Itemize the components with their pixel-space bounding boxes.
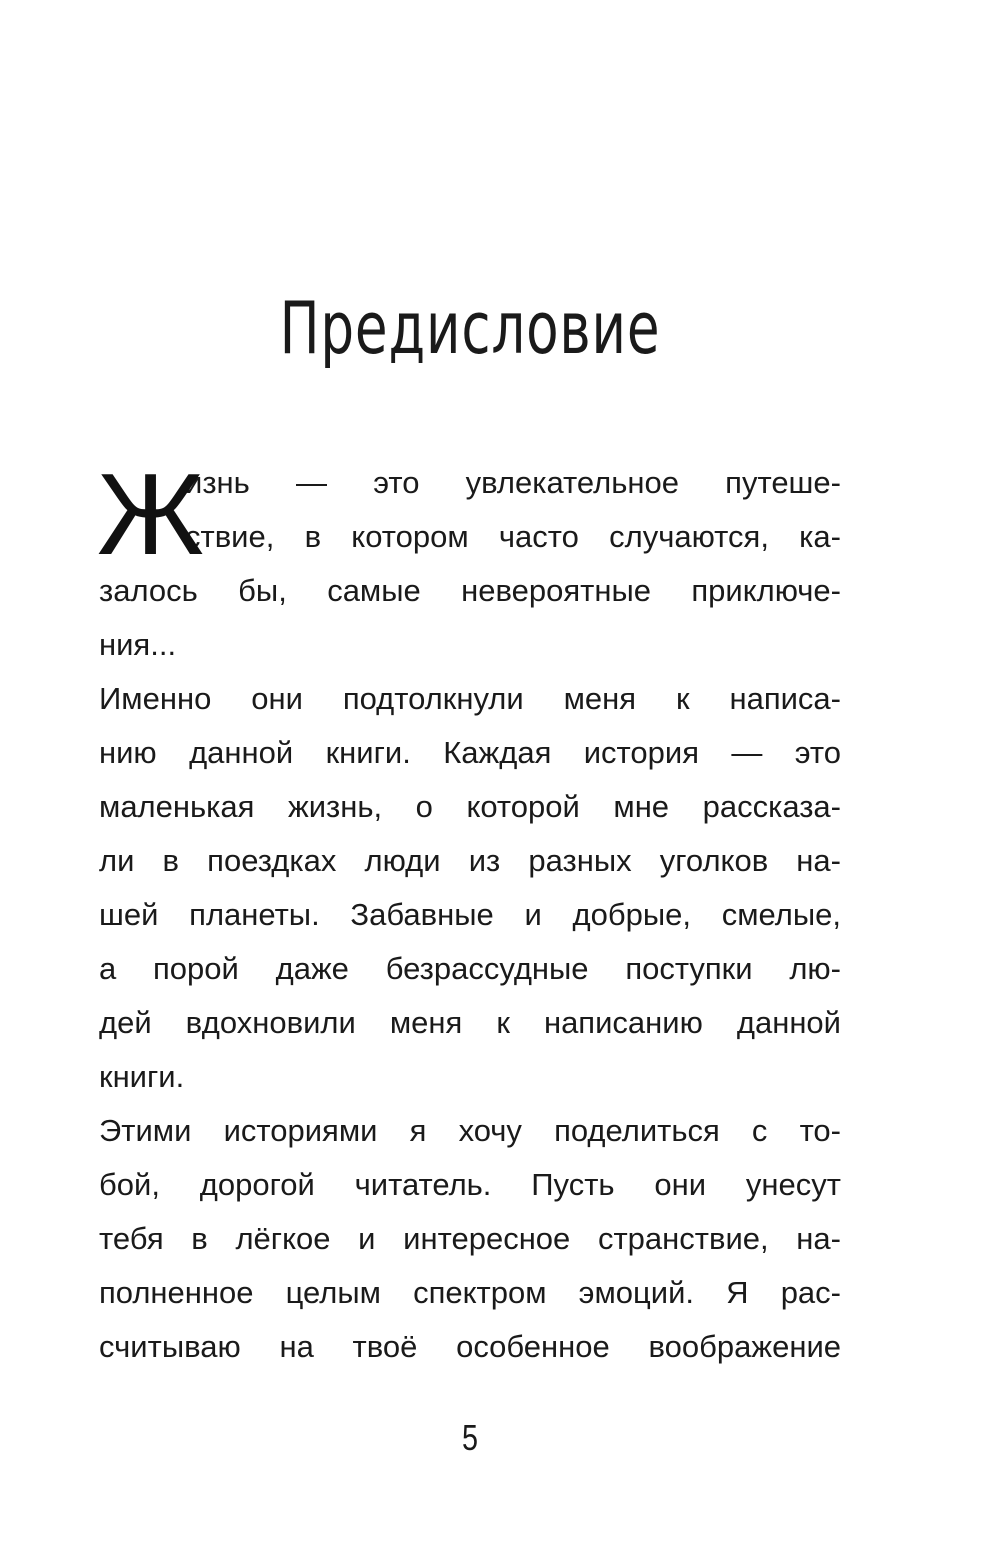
text-line: а порой даже безрассудные поступки лю- bbox=[99, 951, 841, 986]
text-line: маленькая жизнь, о которой мне рассказа- bbox=[99, 789, 841, 824]
text-line: Этими историями я хочу поделиться с то- bbox=[99, 1113, 841, 1148]
page-number: 5 bbox=[461, 1417, 479, 1458]
preface-text bbox=[97, 449, 841, 1374]
drop-cap-letter: Ж bbox=[97, 449, 205, 579]
text-line: Именно они подтолкнули меня к написа- bbox=[99, 681, 841, 716]
text-line: ствие, в котором часто случаются, ка- bbox=[185, 519, 841, 554]
text-line: шей планеты. Забавные и добрые, смелые, bbox=[99, 897, 841, 932]
text-line: нию данной книги. Каждая история — это bbox=[99, 735, 841, 770]
text-line: изнь — это увлекательное путеше- bbox=[185, 465, 841, 500]
text-line: тебя в лёгкое и интересное странствие, на- bbox=[99, 1221, 841, 1256]
text-line: книги. bbox=[99, 1059, 185, 1094]
text-line: дей вдохновили меня к написанию данной bbox=[99, 1005, 841, 1040]
page-title: Предисловие bbox=[279, 286, 661, 370]
text-line: считываю на твоё особенное воображение bbox=[99, 1329, 841, 1364]
text-line: полненное целым спектром эмоций. Я рас- bbox=[99, 1275, 841, 1310]
text-line: ния... bbox=[99, 627, 177, 662]
text-line: залось бы, самые невероятные приключе- bbox=[99, 573, 841, 608]
text-line: бой, дорогой читатель. Пусть они унесут bbox=[99, 1167, 841, 1202]
text-line: ли в поездках люди из разных уголков на- bbox=[99, 843, 841, 878]
